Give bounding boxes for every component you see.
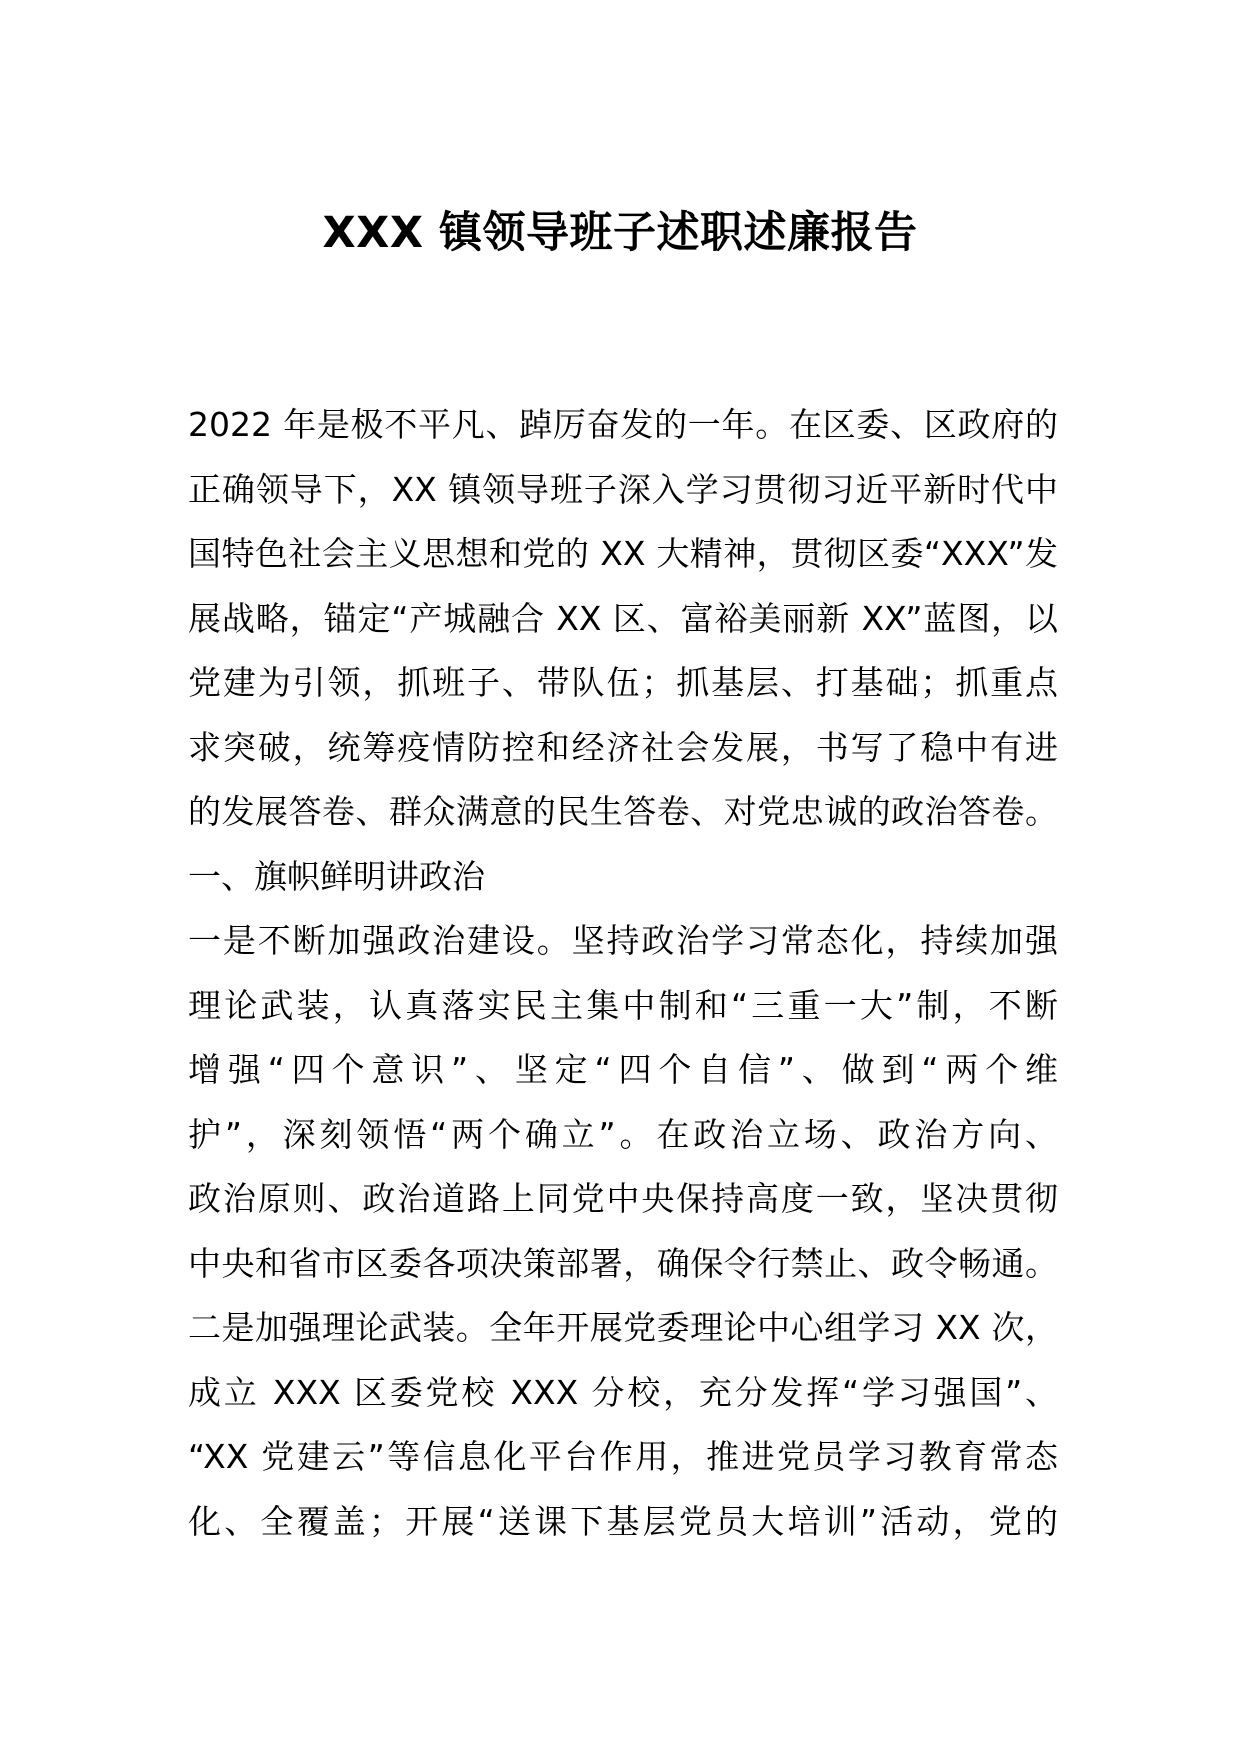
- body-line: “XX 党建云”等信息化平台作用，推进党员学习教育常态: [188, 1437, 1058, 1476]
- body-line: 一是不断加强政治建设。坚持政治学习常态化，持续加强: [188, 921, 1058, 960]
- body-line: 正确领导下，XX 镇领导班子深入学习贯彻习近平新时代中: [188, 469, 1058, 509]
- section-heading: 一、旗帜鲜明讲政治: [188, 856, 485, 896]
- body-line: 党建为引领，抓班子、带队伍；抓基层、打基础；抓重点: [188, 663, 1058, 702]
- body-line: 增强“四个意识”、坚定“四个自信”、做到“两个维: [188, 1050, 1058, 1089]
- body-line: 二是加强理论武装。全年开展党委理论中心组学习 XX 次，: [188, 1308, 1058, 1347]
- body-line: 2022 年是极不平凡、踔厉奋发的一年。在区委、区政府的: [188, 405, 1058, 444]
- document-title: XXX 镇领导班子述职述廉报告: [322, 208, 918, 258]
- body-line: 化、全覆盖；开展“送课下基层党员大培训”活动，党的: [188, 1501, 1058, 1541]
- document-body: [188, 393, 1058, 1554]
- body-line: 成立 XXX 区委党校 XXX 分校，充分发挥“学习强国”、: [188, 1372, 1058, 1412]
- body-line: 国特色社会主义思想和党的 XX 大精神，贯彻区委“XXX”发: [188, 534, 1058, 573]
- body-line: 的发展答卷、群众满意的民生答卷、对党忠诚的政治答卷。: [188, 792, 1058, 831]
- body-line: 展战略，锚定“产城融合 XX 区、富裕美丽新 XX”蓝图，以: [188, 598, 1058, 638]
- body-line: 政治原则、政治道路上同党中央保持高度一致，坚决贯彻: [188, 1179, 1058, 1218]
- body-line: 中央和省市区委各项决策部署，确保令行禁止、政令畅通。: [188, 1243, 1058, 1283]
- body-line: 护”，深刻领悟“两个确立”。在政治立场、政治方向、: [188, 1114, 1058, 1154]
- body-line: 求突破，统筹疫情防控和经济社会发展，书写了稳中有进: [188, 727, 1058, 767]
- body-line: 理论武装，认真落实民主集中制和“三重一大”制，不断: [188, 985, 1058, 1025]
